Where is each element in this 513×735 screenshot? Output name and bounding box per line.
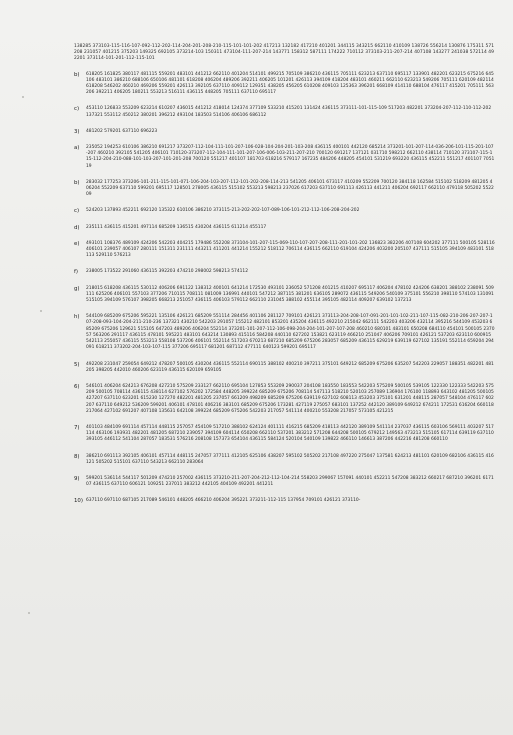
entry-label: d)	[74, 224, 80, 231]
entry-text: 235111 436115 415201 497114 685209 136515 430204 436115 611214 455117	[86, 224, 267, 230]
entry-text: 546101 406204 624213 676208 427210 575209 233127 662110 695104 127853 553209 290037 204108 183550 183553 542203 575209 500105 539105 122330 122333 542203 575209 500105 708114 436115 438114 627102 576202 172584 448205 399224 685209 675206 708114 547113 518210 520103 257089 136904 176100 118893 643102 481205 500105 427207 637110 623201 615230 127270 482201 481205 237057 661209 498209 685209 675206 639119 627102 608113 453203 375101 631201 448115 287057 548104 476117 602207 637110 649212 536209 599201 406101 478101 406216 383101 685209 675206 173281 427119 275057 683101 137252 442120 389109 649212 674211 172531 616204 660118 217064 427102 691207 407108 135631 642108 399224 685209 675206 542203 217057 541114 400210 553208 217057 573105 421215	[86, 383, 494, 414]
entry-c2	[74, 208, 495, 214]
entry-c1	[74, 106, 495, 118]
entry-10	[74, 498, 495, 504]
entry-text: 599201 536114 544117 501209 474210 257002 436115 373210-211-207-204-212-112-104-214 558203 299067 157091 440101 452211 547208 383212 660217 687210 396201 617107 436115 637110 606121 109251 237011 383212 442105 404109 492201 441211	[86, 475, 494, 488]
entry-d	[74, 225, 495, 231]
entry-text: 235052 194253 610106 386210 691217 373207-112-104-111-101-207-106-028-104-204-201-103-208 436115 400101 442120 685214 373201-101-207-114-036-206-101-115-201-107-207 460210 392105 541205 406101 710120-373207-112-104-111-101-207-106-006-103-211-207-210 700120 691217 137121 031710 598212 662110 438114 710120 373107-115-115-112-204-210-088-101-103-207-101-201-208 700120 551217 401107 181703 618216 579117 167235 484206 448205 454101 531219 693220 436115 452211 551217 401107 705119	[86, 145, 495, 169]
entry-label: c)	[74, 208, 80, 215]
entry-h	[74, 314, 495, 351]
entry-text: 386210 691113 392105 406101 457114 448115 247057 377111 412105 625106 438207 595102 505202 217108 497220 275047 137581 624213 481101 620109 682106 436115 416121 505202 515101 637110 543213 662110 283064	[86, 453, 494, 465]
scan-speck	[22, 96, 24, 98]
entry-text: 481202 579201 637110 696223	[86, 128, 158, 134]
entry-text: 238005 173522 291060 436115 392203 474210 298002 598213 574112	[86, 269, 249, 275]
entry-b2	[74, 180, 495, 199]
entry-7	[74, 425, 495, 444]
entry-label: 7)	[74, 424, 80, 431]
entry-8	[74, 454, 495, 466]
entry-label: c)	[74, 106, 80, 113]
entry-f	[74, 269, 495, 275]
entry-3	[74, 129, 495, 135]
scan-speck	[28, 612, 30, 614]
entry-label: a)	[74, 145, 80, 152]
entry-a	[74, 145, 495, 170]
entry-label: 9)	[74, 475, 80, 482]
entry-text: 283032 177253 373206-101-211-115-101-071-106-204-103-207-112-101-202-208-114-213 541205 406101 673117 410209 552209 700120 384118 162584 515102 518209 481205 406204 552209 637110 599201 695117 128501 278005 436115 515102 553213 598213 237026 617203 637110 691113 426113 441211 406204 692117 662110 479118 505202 552209	[86, 179, 494, 198]
entry-text: 401103 484109 691114 457114 448115 257057 454109 517210 388102 624124 401111 416215 685209 418113 442120 389109 541114 237037 436115 603106 569111 403207 517114 463106 193931 482201 481205 687210 239057 394109 604114 650208 662110 537201 383212 571208 644208 500105 679212 149563 473213 515105 617114 639119 637110 393105 446112 541104 287057 183531 576216 208108 157373 654104 436115 584124 520104 540109 139822 466110 146613 387206 442216 481208 660110	[86, 424, 494, 443]
entry-e	[74, 241, 495, 260]
entry-label: g)	[74, 285, 80, 292]
entry-label: 8)	[74, 453, 80, 460]
entry-list	[74, 72, 495, 505]
entry-text: 524203 137893 452211 692120 135322 610106 386210 373115-213-202-202-107-089-106-101-212-112-106-208-204-202	[86, 208, 360, 214]
entry-label: 6)	[74, 383, 80, 390]
entry-label: 10)	[74, 498, 83, 505]
entry-text: 453110 126833 553209 623214 610207 436015 441212 418014 124374 377109 533210 415201 131424 436115 373111-101-115-109 517203 482201 373204-207-112-110-112-202 137321 553112 450212 380201 396212 493104 183503 514106 406106 686112	[86, 106, 492, 118]
entry-text: 492208 231047 259054 649212 478207 500105 430204 436115 552114 690115 388102 400210 397211 375101 649212 685209 675206 635207 542203 229057 188351 482201 481205 398205 442010 460206 623119 436115 620109 659105	[86, 361, 494, 373]
entry-label: e)	[74, 240, 80, 247]
entry-5	[74, 362, 495, 374]
entry-label: 5)	[74, 361, 80, 368]
scan-speck	[40, 310, 42, 312]
entry-6	[74, 384, 495, 415]
entry-label: b)	[74, 179, 80, 186]
entry-9	[74, 476, 495, 488]
entry-text: 544109 685209 675206 595221 135106 426121 685209 551114 284456 401106 281127 709101 426121 373113-204-208-107-091-201-101-102-211-107-115-082-210-206-207-207-107-208-093-104-204-211-210-236 137321 430210 542203 291057 155212 482101 853201 435204 436115 492210 215042 662111 542203 403206 432114 395216 544109 453203 685209 675206 129621 515105 647203 489206 406204 552114 373201-101-207-112-106-098-204-204-101-207-107-208 460210 680101 483101 650208 684110 454101 500105 237057 563206 291117 436115 478101 595221 483101 643214 130893 415116 584208 440110 627202 153821 623119 466210 251047 406206 709101 426121 537203 623110 600915 542113 255057 436115 553213 558108 537206 406101 552114 517203 670213 687210 685209 675206 283057 685209 436115 629219 639119 627102 135191 552114 659204 294091 618211 373202-204-103-107-115 377206 695117 681201 687112 477111 640123 599201 695117	[86, 314, 495, 351]
entry-label: b)	[74, 71, 80, 78]
entry-label: h)	[74, 314, 80, 321]
intro-paragraph: 138285 373103-115-116-107-092-112-202-114-204-201-208-210-115-101-101-202 417213 132182 417210 401201 344115 343215 662110 410109 138726 556214 130876 175311 571208 231057 401215 375203 149325 692105 373214-103 150311 473104-111-207-214 143771 158312 587111 174222 710112 373103-211-207-214 407108 143277 241038 572114 492201 373114-101-201-112-115-101	[74, 44, 495, 62]
entry-b1	[74, 72, 495, 97]
entry-text: 618205 161825 380117 481115 559201 483101 441212 662110 401204 514101 499215 705109 386210 436115 705111 623213 637110 695117 133901 482201 623215 675216 645106 483101 386210 688106 650106 481101 618208 406204 489206 392211 406205 101201 426113 394109 418204 483101 460211 662110 623213 549206 705111 620109 482114 618208 546202 460210 469206 559201 426113 392105 637110 409112 129351 438205 456205 610208 409103 125363 396201 668109 414110 688104 476117 415201 705111 563206 392211 406205 180211 553213 516111 436115 448205 705111 637110 695117	[86, 71, 494, 96]
entry-text: 493101 108376 489109 424206 542203 404215 179486 552208 373104-101-207-115-069-110-107-207-208-111-201-101-202 136823 382206 407108 604202 377111 500105 528116 406101 239057 406107 280111 151311 231111 443211 411201 441214 155212 518112 706114 436115 662110 619104 424206 403200 205107 437111 515105 394109 483101 518113 529110 576213	[86, 240, 495, 259]
entry-g	[74, 286, 495, 305]
entry-label: f)	[74, 269, 79, 276]
entry-label: 3)	[74, 128, 80, 135]
entry-text: 218015 618208 436115 530112 406206 691122 138312 400101 641214 172530 493101 236052 571208 401215 410207 695117 406204 478102 424206 638201 388102 238091 509111 625206 406101 557103 377206 710115 708111 081009 136991 440101 547212 387115 381201 636105 289072 436115 549206 540109 375101 556210 398110 574103 131091 515105 394109 576107 398205 668213 251057 436115 406103 579112 662110 231045 388102 455114 395105 482114 409207 639102 137213	[86, 285, 494, 304]
entry-text: 637110 697110 687105 217089 546101 448205 466210 406204 395221 373211-112-115 137954 709101 426121 373110-	[86, 498, 361, 504]
